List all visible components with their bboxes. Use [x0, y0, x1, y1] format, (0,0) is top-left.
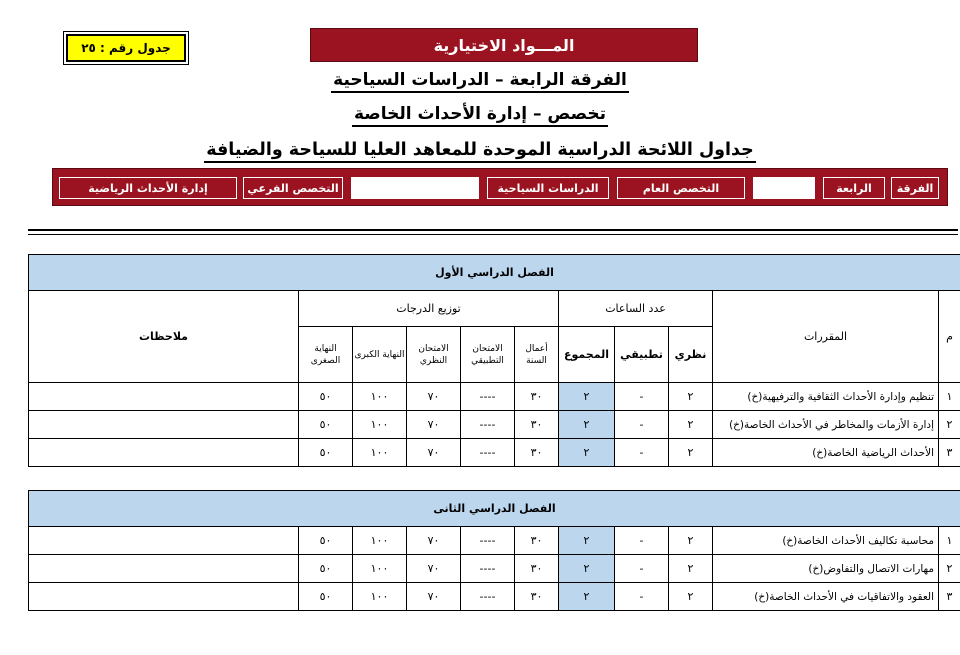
year-work-cell: ٣٠: [515, 439, 559, 467]
row-number-cell: ٢: [939, 411, 960, 439]
general-specialization-value: الدراسات السياحية: [487, 177, 609, 199]
max-end-cell: ١٠٠: [353, 439, 407, 467]
practical-exam-cell: ----: [461, 555, 515, 583]
theory-exam-cell: ٧٠: [407, 527, 461, 555]
practical-exam-cell: ----: [461, 583, 515, 611]
max-end-header: النهاية الكبرى: [353, 327, 407, 383]
total-header: المجموع: [559, 327, 615, 383]
year-work-cell: ٣٠: [515, 383, 559, 411]
year-work-cell: ٣٠: [515, 527, 559, 555]
table-row: [29, 439, 960, 467]
semester-2-table: [28, 490, 960, 611]
courses-header: المقررات: [713, 291, 939, 383]
max-end-cell: ١٠٠: [353, 383, 407, 411]
theory-exam-header: الامتحان النظري: [407, 327, 461, 383]
row-number-cell: ٢: [939, 555, 960, 583]
practical-exam-cell: ----: [461, 439, 515, 467]
info-bar: [52, 168, 948, 206]
number-header: م: [939, 291, 960, 383]
semester-2-title: الفصل الدراسي الثانى: [29, 491, 960, 527]
theory-exam-cell: ٧٠: [407, 555, 461, 583]
sub-specialization-label: التخصص الفرعي: [243, 177, 343, 199]
table-row: [29, 527, 960, 555]
min-end-cell: ٥٠: [299, 411, 353, 439]
min-end-cell: ٥٠: [299, 583, 353, 611]
divider-rule: [28, 229, 958, 231]
practical-exam-header: الامتحان التطبيقي: [461, 327, 515, 383]
theory-exam-cell: ٧٠: [407, 411, 461, 439]
course-name-cell: الأحداث الرياضية الخاصة(خ): [713, 439, 939, 467]
course-name-cell: العقود والاتفاقيات في الأحداث الخاصة(خ): [713, 583, 939, 611]
hours-group-header: عدد الساعات: [559, 291, 713, 327]
max-end-cell: ١٠٠: [353, 583, 407, 611]
practical-cell: -: [615, 583, 669, 611]
table-row: [29, 383, 960, 411]
row-number-cell: ١: [939, 527, 960, 555]
grades-group-header: توزيع الدرجات: [299, 291, 559, 327]
table-row: [29, 583, 960, 611]
banner-title: المـــواد الاختيارية: [310, 28, 698, 62]
course-name-cell: تنظيم وإدارة الأحداث الثقافية والترفيهية(خ): [713, 383, 939, 411]
theory-cell: ٢: [669, 527, 713, 555]
course-name-cell: محاسبة تكاليف الأحداث الخاصة(خ): [713, 527, 939, 555]
theory-cell: ٢: [669, 583, 713, 611]
total-cell: ٢: [559, 411, 615, 439]
total-cell: ٢: [559, 383, 615, 411]
total-cell: ٢: [559, 583, 615, 611]
theory-cell: ٢: [669, 439, 713, 467]
year-work-cell: ٣٠: [515, 555, 559, 583]
year-work-cell: ٣٠: [515, 583, 559, 611]
notes-cell: [29, 527, 299, 555]
theory-exam-cell: ٧٠: [407, 439, 461, 467]
total-cell: ٢: [559, 555, 615, 583]
year-work-cell: ٣٠: [515, 411, 559, 439]
notes-cell: [29, 555, 299, 583]
practical-cell: -: [615, 411, 669, 439]
heading-year-department: الفرقة الرابعة – الدراسات السياحية: [200, 70, 760, 90]
semester-1-table: [28, 254, 960, 467]
table-number-label: جدول رقم : ٢٥: [66, 34, 186, 62]
year-work-header: أعمال السنة: [515, 327, 559, 383]
practical-exam-cell: ----: [461, 383, 515, 411]
heading-regulation: جداول اللائحة الدراسية الموحدة للمعاهد العليا للسياحة والضيافة: [200, 140, 760, 160]
theory-exam-cell: ٧٠: [407, 383, 461, 411]
min-end-cell: ٥٠: [299, 555, 353, 583]
row-number-cell: ٣: [939, 583, 960, 611]
blank-box-1: [753, 177, 815, 199]
table-row: [29, 411, 960, 439]
notes-cell: [29, 411, 299, 439]
theory-exam-cell: ٧٠: [407, 583, 461, 611]
total-cell: ٢: [559, 439, 615, 467]
practical-cell: -: [615, 527, 669, 555]
min-end-cell: ٥٠: [299, 383, 353, 411]
notes-cell: [29, 439, 299, 467]
practical-cell: -: [615, 383, 669, 411]
year-label: الفرقة: [891, 177, 939, 199]
theory-cell: ٢: [669, 555, 713, 583]
max-end-cell: ١٠٠: [353, 527, 407, 555]
practical-cell: -: [615, 555, 669, 583]
divider-rule-thin: [28, 234, 958, 235]
sub-specialization-value: إدارة الأحداث الرياضية: [59, 177, 237, 199]
table-row: [29, 555, 960, 583]
semester-1-title: الفصل الدراسي الأول: [29, 255, 960, 291]
notes-cell: [29, 583, 299, 611]
course-name-cell: إدارة الأزمات والمخاطر في الأحداث الخاصة(خ): [713, 411, 939, 439]
total-cell: ٢: [559, 527, 615, 555]
theory-cell: ٢: [669, 383, 713, 411]
row-number-cell: ١: [939, 383, 960, 411]
notes-header: ملاحظات: [29, 291, 299, 383]
theory-header: نظري: [669, 327, 713, 383]
practical-cell: -: [615, 439, 669, 467]
max-end-cell: ١٠٠: [353, 555, 407, 583]
blank-box-2: [351, 177, 479, 199]
practical-exam-cell: ----: [461, 411, 515, 439]
year-value: الرابعة: [823, 177, 885, 199]
theory-cell: ٢: [669, 411, 713, 439]
max-end-cell: ١٠٠: [353, 411, 407, 439]
min-end-header: النهاية الصغرى: [299, 327, 353, 383]
general-specialization-label: التخصص العام: [617, 177, 745, 199]
notes-cell: [29, 383, 299, 411]
practical-header: تطبيقي: [615, 327, 669, 383]
practical-exam-cell: ----: [461, 527, 515, 555]
min-end-cell: ٥٠: [299, 439, 353, 467]
heading-specialization: تخصص – إدارة الأحداث الخاصة: [200, 104, 760, 124]
min-end-cell: ٥٠: [299, 527, 353, 555]
row-number-cell: ٣: [939, 439, 960, 467]
course-name-cell: مهارات الاتصال والتفاوض(خ): [713, 555, 939, 583]
